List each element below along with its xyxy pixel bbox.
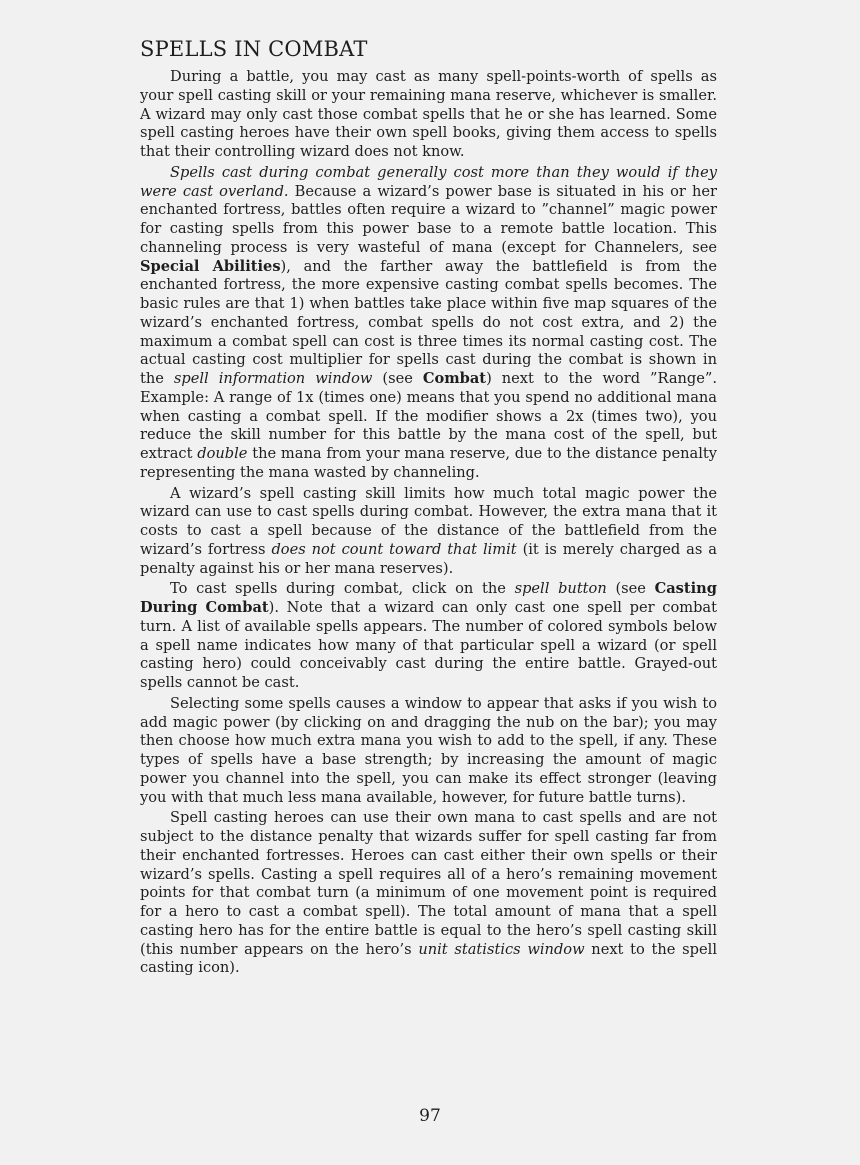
paragraph <box>140 695 717 808</box>
text-run: ). Note that a wizard can only cast one spell per combat turn. A list of available spells appears. The number of colored symbols below a spell name indicates how many of that particular spell a wizard (or spell casting hero) could conceivably cast during the entire battle. Grayed-out spells cannot be cast. <box>140 599 717 691</box>
body-text <box>140 68 717 978</box>
emphasis-text: double <box>197 445 248 462</box>
bold-reference: Special Abilities <box>140 257 281 275</box>
section-heading: SPELLS IN COMBAT <box>140 37 368 61</box>
paragraph <box>140 580 717 693</box>
text-run: (it is merely charged as a penalty against his or her mana reserves). <box>140 540 717 577</box>
paragraph <box>140 485 717 579</box>
text-run: Spell casting heroes can use their own mana to cast spells and are not subject to the distance penalty that wizards suffer for spell casting far from their enchanted fortresses. Heroes can cast either their own spells or their wizard’s spells. Casting a spell requires all of a hero’s remaining movement points for that combat turn (a minimum of one movement point is required for a hero to cast a combat spell). The total amount of mana that a spell casting hero has for the entire battle is equal to the hero’s spell casting skill (this number appears on the hero’s <box>140 809 717 958</box>
page-content <box>140 34 717 980</box>
bold-reference: Casting During Combat <box>140 580 717 616</box>
text-run: (see <box>372 370 423 387</box>
text-run: the mana from your mana reserve, due to the distance penalty representing the mana wasted by channeling. <box>140 445 718 481</box>
emphasis-text: spell button <box>514 580 607 598</box>
text-run: To cast spells during combat, click on the <box>170 580 515 598</box>
paragraph <box>140 68 717 162</box>
text-run: During a battle, you may cast as many spell-points-worth of spells as your spell casting skill or your remaining mana reserve, whichever is smaller. A wizard may only cast those combat spells that he or she has learned. Some spell casting heroes have their own spell books, giving them access to spells that their controlling wizard does not know. <box>140 68 717 160</box>
text-run: (see <box>606 580 655 598</box>
text-run: ) next to the word ”Range”. Example: A range of 1x (times one) means that you spend no additional mana when casting a combat spell. If the modifier shows a 2x (times two), you reduce the skill number for this battle by the mana cost of the spell, but extract <box>140 370 718 462</box>
emphasis-text: spell information window <box>173 370 373 387</box>
text-run: ), and the farther away the battlefield is from the enchanted fortress, the more expensive casting combat spells becomes. The basic rules are that 1) when battles take place within five map squares of the wizard’s enchanted fortress, combat spells do not cost extra, and 2) the maximum a combat spell can cost is three times its normal casting cost. The actual casting cost multiplier for spells cast during the combat is shown in the <box>140 257 717 387</box>
text-run: Because a wizard’s power base is situated in his or her enchanted fortress, battles often require a wizard to ”channel” magic power for casting spells from this power base to a remote battle location. This channeling process is very wasteful of mana (except for Channelers, see <box>140 182 718 256</box>
page-number: 97 <box>419 1106 441 1126</box>
emphasis-text: Spells cast during combat generally cost more than they would if they were cast overland. <box>140 163 717 200</box>
emphasis-text: does not count toward that limit <box>271 540 517 558</box>
text-run: A wizard’s spell casting skill limits how much total magic power the wizard can use to cast spells during combat. However, the extra mana that it costs to cast a spell because of the distance of the battlefield from the wizard’s fortress <box>140 484 717 558</box>
text-run: Selecting some spells causes a window to appear that asks if you wish to add magic power (by clicking on and dragging the nub on the bar); you may then choose how much extra mana you wish to add to the spell, if any. These types of spells have a base strength; by increasing the amount of magic power you channel into the spell, you can make its effect stronger (leaving you with that much less mana available, however, for future battle turns). <box>140 694 717 806</box>
bold-reference: Combat <box>422 370 487 387</box>
paragraph <box>140 809 717 978</box>
paragraph <box>140 164 717 483</box>
text-run: next to the spell casting icon). <box>140 940 717 977</box>
emphasis-text: unit statistics window <box>418 940 585 958</box>
